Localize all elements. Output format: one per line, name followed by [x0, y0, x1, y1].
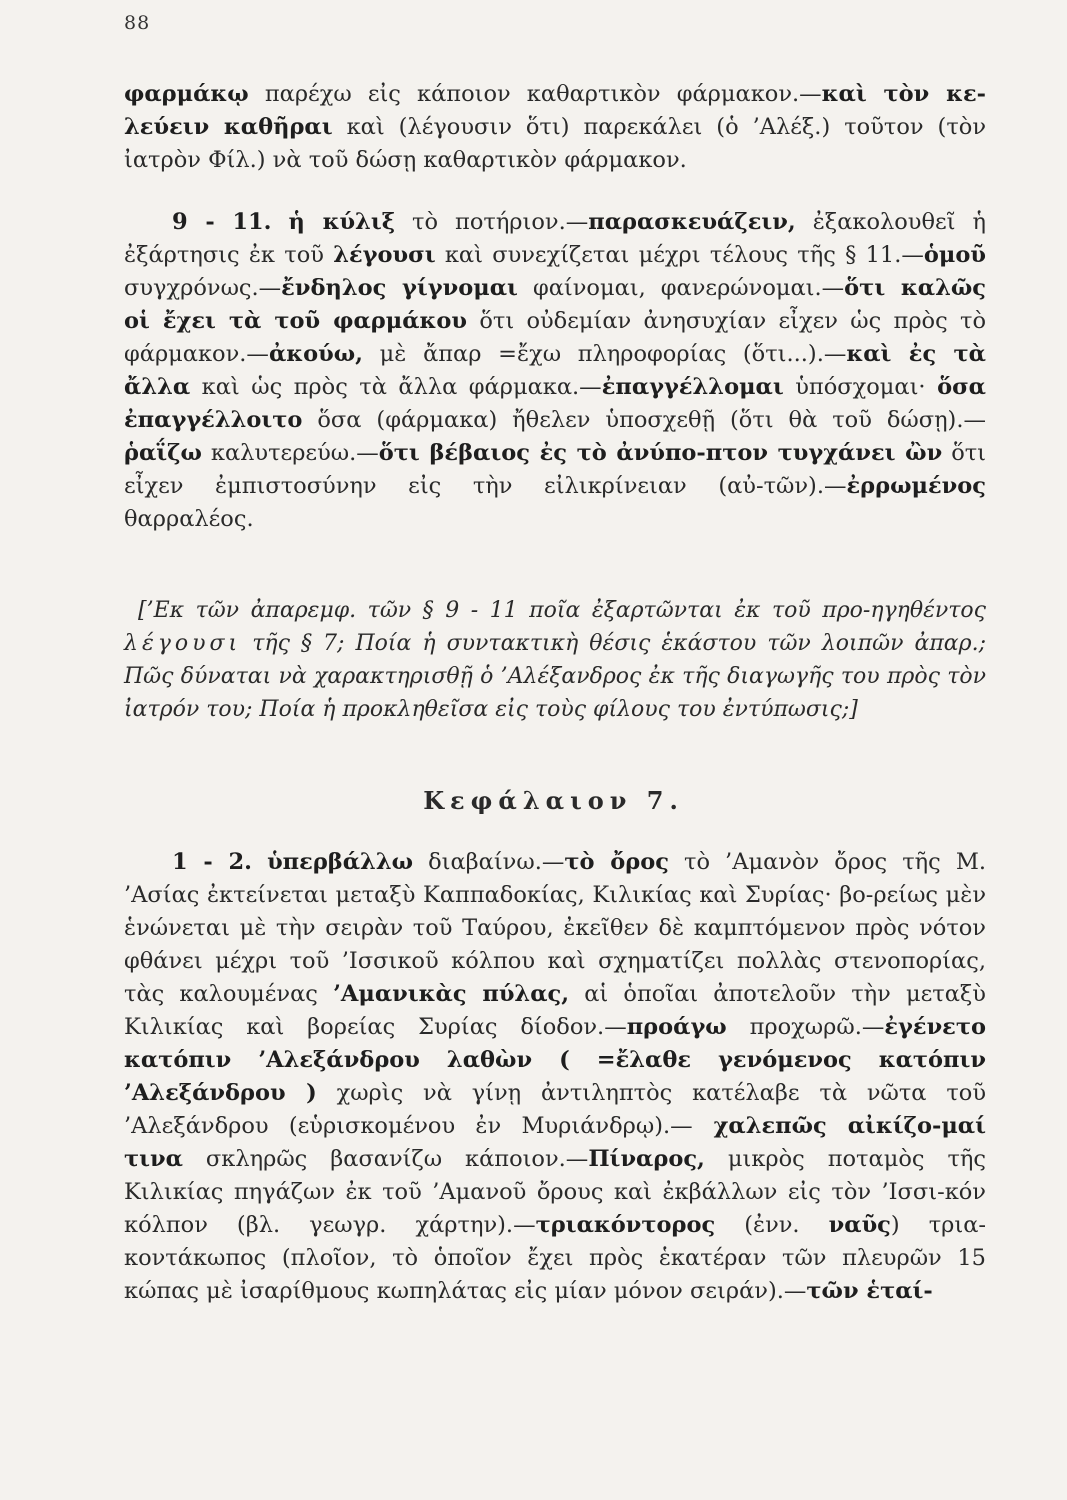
lemma: τῶν ἑταί- — [806, 1278, 933, 1304]
paragraph-2 — [124, 206, 986, 536]
lemma: ὅτι βέβαιος ἐς τὸ ἀνύπο-πτον τυγχάνει ὢν — [378, 440, 943, 466]
gloss: σκληρῶς βασανίζω κάποιον.— — [182, 1146, 589, 1172]
section-number: 1 - 2. — [172, 849, 252, 875]
lemma: ὑπερβάλλω — [267, 849, 414, 875]
paragraph-3 — [124, 846, 986, 1308]
lemma: ναῦς — [828, 1212, 891, 1238]
lemma: τριακόντορος — [535, 1212, 716, 1238]
gloss: ὅτι οὐδεμίαν ἀνησυχίαν εἶχεν ὡς πρὸς τὸ φάρμακον.— — [124, 308, 986, 367]
gloss: ὅσα (φάρμακα) ἤθελεν ὑποσχεθῇ (ὅτι θὰ τοῦ δώσῃ).— — [302, 407, 986, 433]
gloss: καὶ ὡς πρὸς τὰ ἄλλα φάρμακα.— — [190, 374, 602, 400]
gloss: ἐξακολουθεῖ ἡ ἐξάρτησις ἐκ τοῦ — [124, 209, 986, 268]
page-number: 88 — [124, 12, 151, 34]
gloss: (ἐνν. — [715, 1212, 829, 1238]
gloss: χωρὶς νὰ γίνῃ ἀντιληπτὸς κατέλαβε τὰ νῶτα τοῦ ’Αλεξάνδρου (εὑρισκομένου ἐν Μυριάνδρῳ).— — [124, 1080, 986, 1139]
lemma: Πίναρος, — [588, 1146, 705, 1172]
chapter-heading: Κεφάλαιον 7. — [423, 786, 684, 815]
gloss: διαβαίνω.— — [413, 849, 565, 875]
question-text: τῆς § 7; Ποία ἡ συντακτικὴ θέσις ἑκάστου τῶν λοιπῶν ἀπαρ.; Πῶς δύναται νὰ χαρακτηρισθῇ ὁ ’Αλέξανδρος ἐκ τῆς διαγωγῆς του πρὸς τὸν ἰατρόν του; Ποία ἡ προκληθεῖσα εἰς τοὺς φίλους του ἐντύπωσις;] — [124, 631, 986, 722]
gloss: καὶ (λέγουσιν ὅτι) παρεκάλει (ὁ ’Αλέξ.) τοῦτον (τὸν ἰατρὸν Φίλ.) νὰ τοῦ δώσῃ καθαρτικὸν φάρμακον. — [124, 114, 986, 173]
lemma: ὅσα ἐπαγγέλλοιτο — [124, 374, 986, 433]
lemma: ἀκούω, — [268, 341, 363, 367]
gloss: θαρραλέος. — [124, 506, 254, 532]
lemma: παρασκευάζειν, — [588, 209, 796, 235]
gloss: μικρὸς ποταμὸς τῆς Κιλικίας πηγάζων ἐκ τοῦ ’Αμανοῦ ὄρους καὶ ἐκβάλλων εἰς τὸν ’Ισσι-κόν κόλπον (βλ. γεωγρ. χάρτην).— — [124, 1146, 986, 1238]
lemma: ῥαΐζω — [124, 440, 202, 466]
lemma: ’Αμανικὰς πύλας, — [333, 981, 570, 1007]
lemma: προάγω — [626, 1014, 727, 1040]
gloss: προχωρῶ.— — [726, 1014, 885, 1040]
lemma: καὶ ἐς τὰ ἄλλα — [124, 341, 986, 400]
gloss: καὶ συνεχίζεται μέχρι τέλους τῆς § 11.— — [435, 242, 924, 268]
lemma: λέγουσι — [333, 242, 436, 268]
paragraph-1 — [124, 78, 986, 177]
lemma: τὸ ὄρος — [564, 849, 669, 875]
gloss: αἱ ὁποῖαι ἀποτελοῦν τὴν μεταξὺ Κιλικίας καὶ βορείας Συρίας δίοδον.— — [124, 981, 986, 1040]
review-questions — [124, 594, 986, 726]
gloss: τὸ ’Αμανὸν ὄρος τῆς Μ. ’Ασίας ἐκτείνεται μεταξὺ Καππαδοκίας, Κιλικίας καὶ Συρίας· βο-ρείως μὲν ἑνώνεται μὲ τὴν σειρὰν τοῦ Ταύρου, ἐκεῖθεν δὲ καμπτόμενον πρὸς νότον φθάνει μέχρι τοῦ ’Ισσικοῦ κόλπου καὶ σχηματίζει πολλὰς στενοπορίας, τὰς καλουμένας — [124, 849, 987, 1007]
section-number: 9 - 11. — [172, 209, 272, 235]
lemma: ἐπαγγέλλομαι — [601, 374, 784, 400]
spacer — [252, 849, 267, 875]
gloss: μὲ ἄπαρ =ἔχω πληροφορίας (ὅτι...).— — [363, 341, 847, 367]
gloss: καλυτερεύω.— — [201, 440, 379, 466]
gloss: συγχρόνως.— — [124, 275, 282, 301]
lemma: ὁμοῦ — [923, 242, 986, 268]
spacer — [272, 209, 289, 235]
lemma: φαρμάκῳ — [124, 81, 249, 107]
gloss: ὅτι εἶχεν ἐμπιστοσύνην εἰς τὴν εἰλικρίνειαν (αὐ-τῶν).— — [124, 440, 987, 499]
lemma: ἐγένετο κατόπιν ’Αλεξάνδρου λαθὼν ( =ἔλαθε γενόμενος κατόπιν ’Αλεξάνδρου ) — [124, 1014, 987, 1106]
lemma: ἔνδηλος γίγνομαι — [281, 275, 518, 301]
gloss: ὑπόσχομαι· — [783, 374, 938, 400]
gloss: παρέχω εἰς κάποιον καθαρτικὸν φάρμακον.— — [248, 81, 822, 107]
question-emphasis: λέγουσι — [124, 631, 242, 656]
gloss: τὸ ποτήριον.— — [395, 209, 589, 235]
lemma: ἐρρωμένος — [846, 473, 986, 499]
question-text: [’Εκ τῶν ἀπαρεμφ. τῶν § 9 - 11 ποῖα ἐξαρτῶνται ἐκ τοῦ προ-ηγηθέντος — [138, 598, 986, 623]
gloss: φαίνομαι, φανερώνομαι.— — [517, 275, 845, 301]
lemma: ἡ κύλιξ — [288, 209, 396, 235]
lemma: ὅτι καλῶς οἱ ἔχει τὰ τοῦ φαρμάκου — [124, 275, 987, 334]
lemma: χαλεπῶς αἰκίζο-μαί τινα — [124, 1113, 986, 1172]
lemma: καὶ τὸν κε-λεύειν καθῆραι — [124, 81, 986, 140]
gloss: ) τρια-κοντάκωπος (πλοῖον, τὸ ὁποῖον ἔχει πρὸς ἑκατέραν τῶν πλευρῶν 15 κώπας μὲ ἰσαρίθμους κωπηλάτας εἰς μίαν μόνον σειράν).— — [124, 1212, 987, 1304]
